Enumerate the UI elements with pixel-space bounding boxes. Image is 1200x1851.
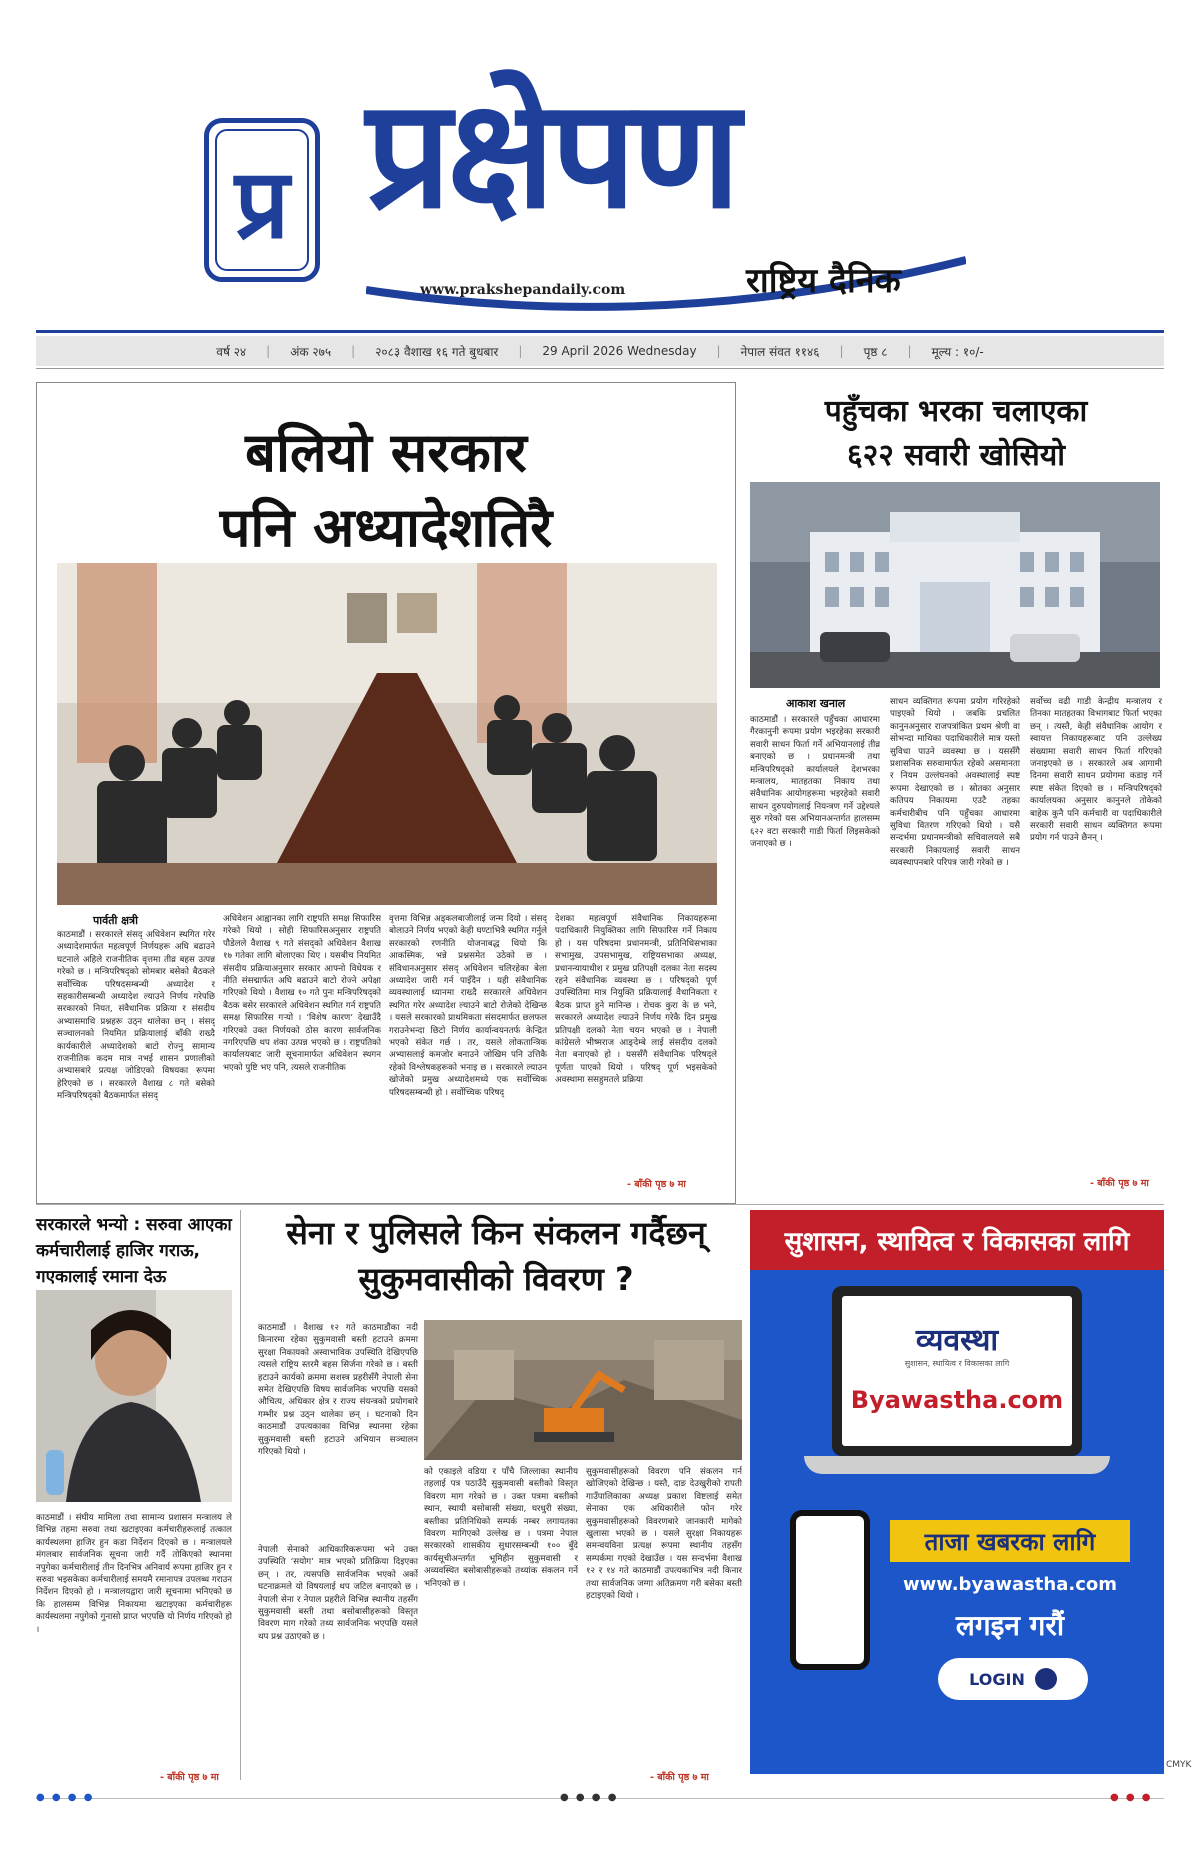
- excavator-illustration: [424, 1320, 742, 1460]
- official-portrait-photo: [36, 1290, 232, 1502]
- issue-number: अंक २७५: [290, 344, 332, 359]
- lead-column-4: देशका महत्वपूर्ण संवैधानिक निकायहरूमा पदाधिकारी नियुक्तिका लागि सिफारिस गर्ने निकाय हो । यस परिषदमा प्रधानमन्त्री, प्रतिनिधिसभाका सभामुख, उपसभामुख, राष्ट्रियसभाका अध्यक्ष, प्रधानन्यायाधीश र प्रमुख प्रतिपक्षी दलका नेता सदस्य रहने संवैधानिक व्यवस्था छ । परिषद्को पूर्ण उपस्थितिमा मात्र नियुक्ति प्रक्रियालाई वैधानिकता र बैठक प्राप्त हुने मानिन्छ । रोचक कुरा के छ भने, सरकारले अध्यादेश ल्याउने निर्णय गरेकै दिन प्रमुख प्रतिपक्षी दलको नेता चयन भएको छ । नेपाली कांग्रेसले भीष्मराज आङ्देम्बे लाई संसदीय दलको नेता बनाएको हो । यससँगै संवैधानिक परिषद्ले पूर्णता पाएको थियो । परिषद् पूर्ण भइसकेको अवस्थामा ससहुमतले प्रक्रिया: [555, 914, 717, 1086]
- laptop-screen: [842, 1296, 1072, 1446]
- lead-column-2: अधिवेशन आह्वानका लागि राष्ट्रपति समक्ष सिफारिस गरेको थियो । सोही सिफारिसअनुसार राष्ट्रपति पौडेलले वैशाख ९ गते संसद्को अधिवेशन वैशाख १७ गतेका लागि बोलाएका थिए । यसबीच नियमित संसदीय प्रक्रियाअनुसार सरकार आफ्नो विधेयक र नीति संसद्मार्फत अघि बढाउने बाटो रोज्ने अपेक्षा गरिएको थियो । वैशाख १० गते पुनः मन्त्रिपरिषद्को बैठक बसेर सरकारले अधिवेशन स्थगित गर्न राष्ट्रपति समक्ष सिफारिस गर्‍यो । ‘विशेष कारण’ देखाउँदै गरिएको उक्त निर्णयको ठोस कारण सार्वजनिक नगरिएपछि थप शंका उत्पन्न भएको छ । राष्ट्रपतिको कार्यालयबाट जारी सूचनामार्फत अधिवेशन स्थगन भएको पुष्टि भए पनि, त्यसले राजनीतिक: [223, 914, 381, 1073]
- right-column-1: काठमाडौं । सरकारले पहुँचका आधारमा गैरकानुनी रूपमा प्रयोग भइरहेका सरकारी सवारी साधन फिर्ता गर्ने अभियानलाई तीव्र बनाएको छ । प्रधानमन्त्री तथा मन्त्रिपरिषद्को कार्यालयले देशभरका मन्त्रालय, मातहतका निकाय तथा संवैधानिक आयोगहरूमा भइरहेको सवारी साधन दुरुपयोगलाई नियन्त्रण गर्ने उद्देश्यले सुरु गरेको यस अभियानअन्तर्गत हालसम्म ६२२ वटा सरकारी गाडी फिर्ता लिइसकेको जनाएको छ ।: [750, 715, 880, 850]
- issue-info-bar: वर्ष २४ | अंक २७५ | २०८३ वैशाख १६ गते बुधबार | 29 April 2026 Wednesday | नेपाल संवत ११४६ | पृष्ठ ८ | मूल्य : १०/-: [36, 336, 1164, 366]
- lead-continued: - बाँकी पृष्ठ ७ मा: [627, 1179, 686, 1190]
- section-divider: [36, 1204, 1164, 1205]
- ad-banner: सुशासन, स्थायित्व र विकासका लागि: [750, 1210, 1164, 1270]
- right-continued: - बाँकी पृष्ठ ७ मा: [1090, 1178, 1149, 1189]
- masthead: [36, 60, 1164, 330]
- masthead-rule: [36, 330, 1164, 333]
- logo-emblem: [204, 118, 320, 282]
- ad-cta: लगइन गरौं: [955, 1609, 1065, 1642]
- ad-url[interactable]: www.byawastha.com: [902, 1574, 1118, 1595]
- right-photo: [750, 482, 1160, 688]
- right-story-headline: [746, 390, 1166, 478]
- right-column-2: साधन व्यक्तिगत रूपमा प्रयोग गरिरहेको पाइएको थियो । जबकि प्रचलित कानुनअनुसार राजपत्रांकित प्रथम श्रेणी वा सोभन्दा माथिका पदाधिकारीले मात्र यस्तो सुविधा पाउने व्यवस्था छ । यससँगै प्रशासनिक सरुवामार्फत रहेको असमानता र नियम उल्लंघनको अवस्थालाई स्पष्ट रूपमा देखाएको छ । स्रोतका अनुसार कतिपय निकायमा एउटै तहका कर्मचारीबीच पनि पहुँचका आधारमा सुविधा वितरण गरिएको थियो । यसै सन्दर्भमा प्रधानमन्त्रीको सचिवालयले सबै सरकारी निकायलाई सवारी साधन व्यवस्थापनबारे परिपत्र जारी गरेको छ ।: [890, 697, 1020, 869]
- lead-byline: पार्वती क्षत्री: [93, 914, 138, 927]
- price: मूल्य : १०/-: [931, 344, 984, 359]
- phone-screen: [796, 1516, 864, 1664]
- laptop-graphic: [832, 1286, 1082, 1456]
- bottom-mid-headline-line-1: सेना र पुलिसले किन संकलन गर्दैछन्: [286, 1214, 706, 1252]
- lead-column-1: काठमाडौं । सरकारले संसद् अधिवेशन स्थगित गरेर अध्यादेशमार्फत महत्वपूर्ण निर्णयहरू अघि बढाउने घटनाले अहिले राजनीतिक वृत्तमा तीव्र बहस उत्पन्न गरेको छ । मन्त्रिपरिषद्को सोमबार बसेको बैठकले सर्वोच्चिक परिषदसम्बन्धी अध्यादेश र सहकारीसम्बन्धी अध्यादेश ल्याउने निर्णय गरेपछि सरकारको नियत, संवैधानिक प्रक्रिया र संसदीय अभ्यासमाथि प्रश्नहरू उठ्न थालेका छन् । संसद् सञ्चालनको नियमित प्रक्रियालाई बाँकी राख्दै कार्यकारीले अध्यादेशको बाटो रोज्नु सामान्य राजनीतिक कदम मात्र नभई शासन प्रणालीको अभ्यासबारे प्रत्यक्ष जोडिएको विषयका रूपमा हेरिएको छ । सरकारले वैशाख ८ गते बसेको मन्त्रिपरिषद्को बैठकमार्फत संसद्: [57, 930, 215, 1102]
- bottom-left-headline: सरकारले भन्यो : सरुवा आएका कर्मचारीलाई हाजिर गराऊ, गएकालाई रमाना देऊ: [36, 1215, 232, 1287]
- right-column-3: सर्वोच्च वढी गाडी केन्द्रीय मन्त्रालय र तिनका मातहतका विभागबाट फिर्ता भएका छन् । त्यस्तै, केही संवैधानिक आयोग र स्वायत्त निकायहरूबाट पनि उल्लेख्य संख्यामा सवारी साधन फिर्ता गरिएको जनाइएको छ । सरकारले अब आगामी दिनमा सवारी साधन प्रयोगमा कडाइ गर्ने स्पष्ट संकेत दिएको छ । मन्त्रिपरिषद्को कार्यालयका अनुसार कानुनले तोकेको बाहेक कुनै पनि कर्मचारी वा पदाधिकारीले सरकारी सवारी साधन व्यक्तिगत रूपमा प्रयोग गर्न पाउने छैनन् ।: [1030, 697, 1162, 844]
- byawastha-advertisement[interactable]: [750, 1210, 1164, 1774]
- bottom-mid-continued: - बाँकी पृष्ठ ७ मा: [650, 1772, 709, 1783]
- registration-dots-right: ● ● ●: [1110, 1792, 1153, 1803]
- lead-story: [36, 382, 736, 1204]
- bottom-mid-column-1: काठमाडौं । वैशाख १२ गते काठमाडौंका नदी किनारमा रहेका सुकुमवासी बस्ती हटाउने क्रममा सुरक्षा निकायको अस्वाभाविक उपस्थिति देखिएपछि त्यसले राष्ट्रिय स्तरमै बहस सिर्जना गरेको छ । बस्ती हटाउने कार्यको क्रममा सशस्त्र प्रहरीसँगै नेपाली सेना समेत देखिएपछि विषय सार्वजनिक भएपछि यसको औचित्य, अधिकार क्षेत्र र राज्य संयन्त्रको प्रयोगबारे गम्भीर प्रश्न उठ्न थालेका छन् । घटनाको दिन काठमाडौं उपत्यकाका विभिन्न स्थानमा रहेका सुकुमवासी बस्ती हटाउने अभियान सञ्चालन गरिएको थियो ।: [258, 1323, 418, 1458]
- ad-login-button[interactable]: [938, 1658, 1088, 1700]
- newspaper-title: प्रक्षेपण: [366, 68, 737, 242]
- bottom-left-text: काठमाडौं । संघीय मामिला तथा सामान्य प्रशासन मन्त्रालय ले विभिन्न तहमा सरुवा तथा खटाइएका कर्मचारीहरूलाई तत्काल कार्यस्थलमा हाजिर हुन कडा निर्देशन दिएको छ । मन्त्रालयले मंगलबार सार्वजनिक सूचना जारी गर्दै तोकिएको स्थानमा नपुगेका कर्मचारीलाई तीन दिनभित्र अनिवार्य रूपमा हाजिर हुन र सरुवा भइसकेका कर्मचारीलाई समयमै रमानापत्र उपलब्ध गराउन निर्देशन दिएको हो । मन्त्रालयद्वारा जारी सूचनामा भनिएको छ कि हालसम्म विभिन्न निकायमा खटाइएका कर्मचारीहरू कार्यस्थलमा नपुगेको गुनासो प्राप्त भएपछि यो निर्णय गरिएको हो ।: [36, 1513, 232, 1635]
- lead-headline-line-2: पनि अध्यादेशतिरै: [219, 496, 553, 559]
- page-number: पृष्ठ ८: [863, 344, 888, 359]
- website-link[interactable]: www.prakshepandaily.com: [420, 282, 626, 298]
- logo-letter: प्र: [215, 129, 309, 271]
- ad-logo-subtitle: सुशासन, स्थायित्व र विकासका लागि: [904, 1359, 1010, 1368]
- ad-news-badge: ताजा खबरका लागि: [890, 1520, 1130, 1562]
- bottom-mid-column-2: को एकाइले वडिया र पाँचै जिल्लाका स्थानीय तहलाई पत्र पठाउँदै सुकुमवासी बस्तीको विस्तृत विवरण माग गरेको छ । उक्त पत्रमा बस्तीको स्थान, स्थायी बसोबासी संख्या, घरधुरी संख्या, बस्तीका प्रतिनिधिको सम्पर्क नम्बर लगायतका विवरण मागिएको उल्लेख छ । पत्रमा नेपाल सरकारको शासकीय सुधारसम्बन्धी १०० बुँदे कार्यसूचीअन्तर्गत भूमिहीन सुकुमवासी र अव्यवस्थित बसोबासीहरूको तथ्यांक संकलन गर्ने भनिएको छ ।: [424, 1467, 578, 1589]
- laptop-base: [804, 1456, 1110, 1474]
- ad-logo-text: व्यवस्था: [915, 1323, 999, 1358]
- registration-dots-center: ● ● ● ●: [560, 1792, 619, 1803]
- bottom-mid-column-1b: नेपाली सेनाको आधिकारिकरूपमा भने उक्त उपस्थिति ‘सयोग’ मात्र भएको प्रतिक्रिया दिइएका छन् । तर, त्यसपछि सार्वजनिक भएको अर्को घटनाक्रमले यो विषयलाई थप जटिल बनाएको छ । नेपाली सेना र नेपाल प्रहरीले विभिन्न स्थानीय तहसँग सुकुमवासी बस्ती तथा बसोबासीहरूको विस्तृत विवरण माग गरेको तथ्य सार्वजनिक भएपछि यसले थप प्रश्न उठाएको छ ।: [258, 1545, 418, 1642]
- right-headline-line-1: पहुँचका भरका चलाएका: [824, 394, 1088, 429]
- phone-graphic: [790, 1510, 870, 1670]
- nepal-sambat: नेपाल संवत ११४६: [740, 344, 820, 359]
- lead-headline-line-1: बलियो सरकार: [245, 421, 527, 484]
- user-icon: [1035, 1668, 1057, 1690]
- bottom-mid-headline-line-2: सुकुमवासीको विवरण ?: [358, 1260, 634, 1298]
- infobar-rule: [36, 368, 1164, 369]
- lead-column-3: वृत्तमा विभिन्न अड्कलबाजीलाई जन्म दियो । संसद् बोलाउने निर्णय भएको केही घण्टाभित्रै स्थगित गर्नुले सरकारको रणनीति योजनाबद्ध थियो कि आकस्मिक, भन्ने प्रश्नसमेत उठेको छ । संविधानअनुसार संसद् अधिवेशन चलिरहेका बेला अध्यादेश जारी गर्न पाइँदैन । यही संवैधानिक व्यवस्थालाई ध्यानमा राख्दै सरकारले अधिवेशन स्थगित गरेर अध्यादेश ल्याउने बाटो रोजेको देखिन्छ । यसले सरकारको प्राथमिकता संसदमार्फत छलफल गराउनेभन्दा छिटो निर्णय कार्यान्वयनतर्फ केन्द्रित भएको संकेत गर्छ । तर, यसले लोकतान्त्रिक अभ्यासलाई कमजोर बनाउने जोखिम पनि उत्तिकै रहेको विश्लेषकहरूको भनाइ छ । सरकारले ल्याउन खोजेको प्रमुख अध्यादेशमध्ये एक सर्वोच्चिक परिषदसम्बन्धी हो । सर्वोच्चिक परिषद्: [389, 914, 547, 1098]
- lead-photo: [57, 563, 717, 905]
- meeting-photo-illustration: [57, 563, 717, 905]
- ad-date: 29 April 2026 Wednesday: [542, 344, 697, 358]
- tagline: राष्ट्रिय दैनिक: [746, 261, 901, 301]
- bottom-mid-headline: [246, 1210, 746, 1302]
- demolition-photo: [424, 1320, 742, 1460]
- portrait-illustration: [36, 1290, 232, 1502]
- building-photo-illustration: [750, 482, 1160, 688]
- cmyk-marker: CMYK: [1166, 1760, 1192, 1770]
- bottom-mid-column-3: सुकुमवासीहरूको विवरण पनि संकलन गर्न खोजिएको देखिन्छ । यस्तै, दाङ देउखुरीको रापती गाउँपालिकाका अध्यक्ष प्रकाश विष्टलाई समेत सेनाका एक अधिकारीले फोन गरेर सुकुमवासीहरूको विवरणबारे जानकारी मागेको खुलासा भएको छ । यसले सुरक्षा निकायहरू समन्वयविना प्रत्यक्ष रूपमा स्थानीय तहसँग सम्पर्कमा गएको देखाउँछ । यस सन्दर्भमा वैशाख १२ र १४ गते काठमाडौं उपत्यकाभित्र नदी किनार तथा सार्वजनिक जग्गा अतिक्रमण गरी बसेका बस्ती हटाइएको थियो ।: [586, 1467, 742, 1602]
- ad-login-label: LOGIN: [969, 1669, 1025, 1689]
- right-byline: आकाश खनाल: [786, 697, 846, 710]
- volume: वर्ष २४: [216, 344, 247, 359]
- bottom-left-continued: - बाँकी पृष्ठ ७ मा: [160, 1772, 219, 1783]
- column-divider: [240, 1210, 241, 1780]
- right-headline-line-2: ६२२ सवारी खोसियो: [847, 438, 1065, 473]
- registration-dots-left: ● ● ● ●: [36, 1792, 95, 1803]
- bs-date: २०८३ वैशाख १६ गते बुधबार: [375, 344, 499, 359]
- ad-brand-domain: Byawastha.com: [850, 1386, 1064, 1414]
